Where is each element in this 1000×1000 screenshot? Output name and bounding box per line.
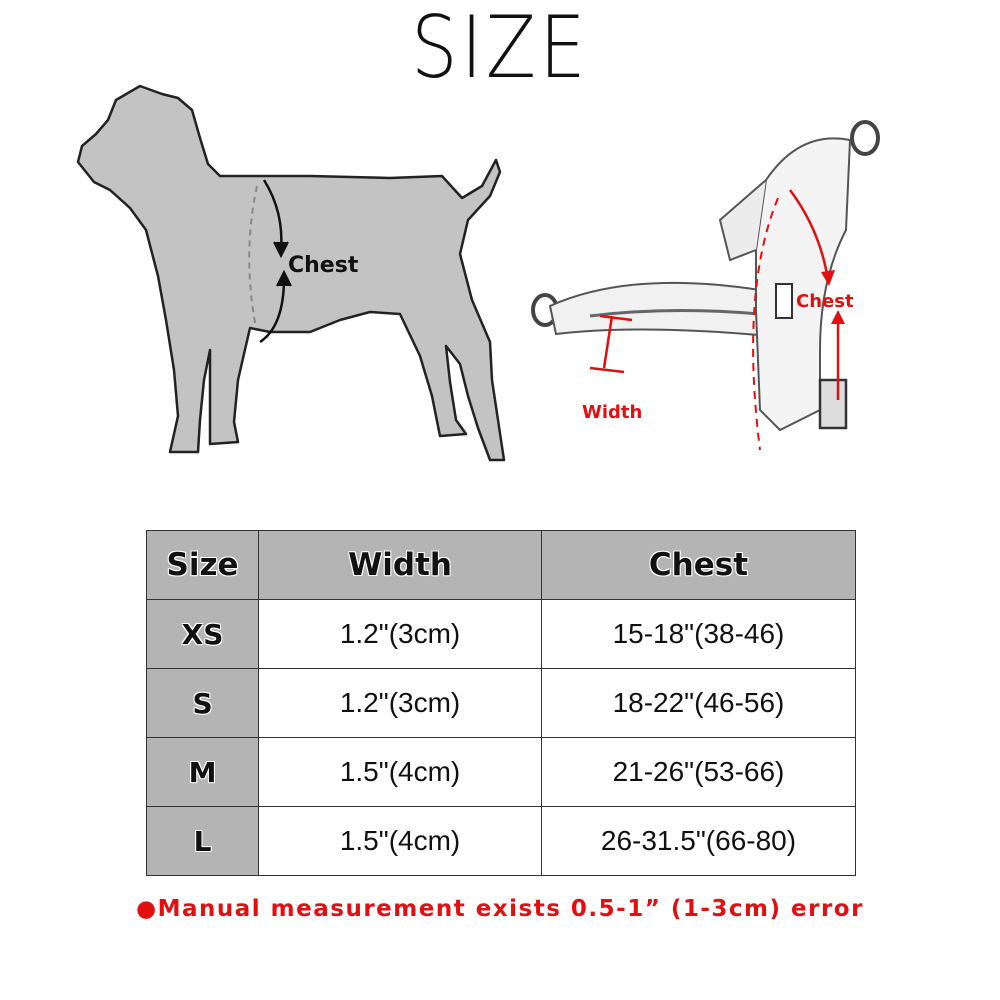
header-chest: Chest: [541, 531, 855, 600]
harness-buckle: [820, 380, 846, 428]
harness-ring-top: [852, 122, 878, 154]
size-cell: S: [147, 669, 259, 738]
harness-width-label: Width: [582, 402, 643, 423]
width-cell: 1.2"(3cm): [259, 669, 542, 738]
harness-arrowhead-up: [831, 310, 845, 324]
chest-cell: 15-18"(38-46): [541, 600, 855, 669]
header-width: Width: [259, 531, 542, 600]
header-size: Size: [147, 531, 259, 600]
width-cell: 1.2"(3cm): [259, 600, 542, 669]
chest-cell: 18-22"(46-56): [541, 669, 855, 738]
chest-cell: 26-31.5"(66-80): [541, 807, 855, 876]
harness-illustration: [520, 110, 880, 470]
size-cell: M: [147, 738, 259, 807]
dog-illustration: [70, 80, 510, 480]
size-chart-table: [146, 530, 856, 876]
harness-logo-tag: [776, 284, 792, 318]
table-row: [147, 738, 856, 807]
width-marker-cap-bottom: [590, 368, 624, 372]
page-title: SIZE: [411, 0, 589, 98]
size-cell: XS: [147, 600, 259, 669]
table-row: [147, 807, 856, 876]
table-header-row: [147, 531, 856, 600]
width-cell: 1.5"(4cm): [259, 807, 542, 876]
width-cell: 1.5"(4cm): [259, 738, 542, 807]
chest-cell: 21-26"(53-66): [541, 738, 855, 807]
size-cell: L: [147, 807, 259, 876]
table-row: [147, 600, 856, 669]
table-row: [147, 669, 856, 738]
dog-chest-label: Chest: [288, 253, 359, 278]
harness-chest-label: Chest: [796, 291, 854, 312]
measurement-note: ●Manual measurement exists 0.5-1” (1-3cm) error: [136, 896, 864, 922]
